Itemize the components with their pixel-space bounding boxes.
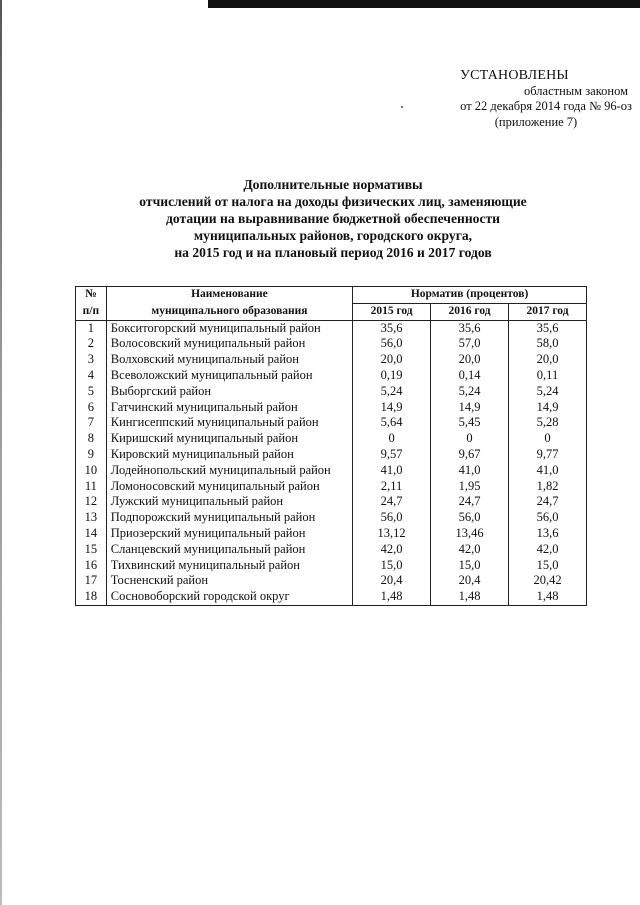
document-title	[60, 176, 606, 261]
row-value-2017: 41,0	[509, 463, 587, 479]
row-number: 10	[76, 463, 107, 479]
row-value-2017: 5,24	[509, 384, 587, 400]
header-year-2015: 2015 год	[353, 303, 431, 320]
row-municipality-name: Волховский муниципальный район	[106, 352, 352, 368]
table-row	[76, 415, 587, 431]
row-value-2017: 0,11	[509, 368, 587, 384]
row-value-2017: 20,0	[509, 352, 587, 368]
row-number: 18	[76, 589, 107, 605]
row-value-2017: 15,0	[509, 558, 587, 574]
row-value-2016: 14,9	[431, 400, 509, 416]
row-municipality-name: Подпорожский муниципальный район	[106, 510, 352, 526]
row-number: 5	[76, 384, 107, 400]
row-number: 6	[76, 400, 107, 416]
row-municipality-name: Выборгский район	[106, 384, 352, 400]
row-value-2016: 20,4	[431, 573, 509, 589]
row-municipality-name: Киришский муниципальный район	[106, 431, 352, 447]
row-value-2016: 56,0	[431, 510, 509, 526]
title-line: отчислений от налога на доходы физических лиц, заменяющие	[139, 194, 527, 209]
approval-law: областным законом	[523, 83, 628, 98]
row-municipality-name: Сланцевский муниципальный район	[106, 542, 352, 558]
row-number: 7	[76, 415, 107, 431]
header-name-line1: Наименование	[106, 287, 352, 304]
row-municipality-name: Тосненский район	[106, 573, 352, 589]
table-row	[76, 400, 587, 416]
header-num-line1: №	[76, 287, 107, 304]
header-name-line2: муниципального образования	[106, 303, 352, 320]
approval-stamp	[400, 68, 632, 130]
row-value-2016: 9,67	[431, 447, 509, 463]
row-municipality-name: Лужский муниципальный район	[106, 494, 352, 510]
table-header-row	[76, 303, 587, 320]
row-value-2017: 1,48	[509, 589, 587, 605]
row-value-2017: 56,0	[509, 510, 587, 526]
table-row	[76, 463, 587, 479]
row-value-2015: 0,19	[353, 368, 431, 384]
row-municipality-name: Всеволожский муниципальный район	[106, 368, 352, 384]
row-municipality-name: Бокситогорский муниципальный район	[106, 320, 352, 336]
row-municipality-name: Приозерский муниципальный район	[106, 526, 352, 542]
header-num-line2: п/п	[76, 303, 107, 320]
table-row	[76, 479, 587, 495]
row-number: 4	[76, 368, 107, 384]
row-number: 8	[76, 431, 107, 447]
row-municipality-name: Кировский муниципальный район	[106, 447, 352, 463]
table-row	[76, 589, 587, 605]
row-number: 3	[76, 352, 107, 368]
table-row	[76, 320, 587, 336]
row-value-2015: 13,12	[353, 526, 431, 542]
norms-table	[75, 286, 587, 606]
header-year-2016: 2016 год	[431, 303, 509, 320]
row-value-2015: 14,9	[353, 400, 431, 416]
row-municipality-name: Волосовский муниципальный район	[106, 336, 352, 352]
table-row	[76, 573, 587, 589]
row-value-2017: 14,9	[509, 400, 587, 416]
row-value-2015: 9,57	[353, 447, 431, 463]
scan-left-edge	[0, 0, 2, 905]
row-value-2015: 41,0	[353, 463, 431, 479]
table-row	[76, 510, 587, 526]
row-value-2017: 58,0	[509, 336, 587, 352]
row-value-2015: 0	[353, 431, 431, 447]
table-row	[76, 336, 587, 352]
row-number: 16	[76, 558, 107, 574]
row-number: 11	[76, 479, 107, 495]
row-value-2015: 1,48	[353, 589, 431, 605]
row-municipality-name: Ломоносовский муниципальный район	[106, 479, 352, 495]
approval-title: УСТАНОВЛЕНЫ	[460, 68, 569, 83]
row-number: 15	[76, 542, 107, 558]
row-number: 9	[76, 447, 107, 463]
table-row	[76, 368, 587, 384]
row-value-2016: 0,14	[431, 368, 509, 384]
row-value-2016: 1,48	[431, 589, 509, 605]
row-value-2017: 0	[509, 431, 587, 447]
row-value-2017: 24,7	[509, 494, 587, 510]
row-number: 17	[76, 573, 107, 589]
row-value-2017: 20,42	[509, 573, 587, 589]
row-value-2016: 57,0	[431, 336, 509, 352]
row-value-2016: 0	[431, 431, 509, 447]
row-value-2016: 35,6	[431, 320, 509, 336]
row-value-2016: 1,95	[431, 479, 509, 495]
row-value-2017: 42,0	[509, 542, 587, 558]
row-municipality-name: Тихвинский муниципальный район	[106, 558, 352, 574]
row-number: 14	[76, 526, 107, 542]
header-norm-group: Норматив (процентов)	[353, 287, 587, 304]
row-value-2017: 1,82	[509, 479, 587, 495]
row-number: 2	[76, 336, 107, 352]
row-value-2017: 9,77	[509, 447, 587, 463]
approval-appendix: (приложение 7)	[494, 114, 578, 129]
row-value-2015: 2,11	[353, 479, 431, 495]
row-number: 12	[76, 494, 107, 510]
approval-date: от 22 декабря 2014 года № 96-оз	[460, 99, 632, 113]
header-year-2017: 2017 год	[509, 303, 587, 320]
table-row	[76, 431, 587, 447]
title-line: на 2015 год и на плановый период 2016 и 2017 годов	[174, 245, 492, 260]
row-municipality-name: Лодейнопольский муниципальный район	[106, 463, 352, 479]
title-line: Дополнительные нормативы	[243, 177, 423, 192]
row-value-2016: 42,0	[431, 542, 509, 558]
row-value-2015: 20,4	[353, 573, 431, 589]
row-municipality-name: Сосновоборский городской округ	[106, 589, 352, 605]
row-value-2016: 15,0	[431, 558, 509, 574]
row-value-2016: 5,24	[431, 384, 509, 400]
row-value-2015: 5,24	[353, 384, 431, 400]
table-row	[76, 447, 587, 463]
table-row	[76, 494, 587, 510]
table-row	[76, 542, 587, 558]
table-row	[76, 352, 587, 368]
row-value-2015: 56,0	[353, 336, 431, 352]
row-value-2015: 42,0	[353, 542, 431, 558]
row-value-2016: 13,46	[431, 526, 509, 542]
row-value-2016: 5,45	[431, 415, 509, 431]
row-value-2016: 20,0	[431, 352, 509, 368]
row-value-2017: 13,6	[509, 526, 587, 542]
table-row	[76, 558, 587, 574]
table-row	[76, 384, 587, 400]
scan-top-bar	[208, 0, 640, 8]
row-municipality-name: Кингисеппский муниципальный район	[106, 415, 352, 431]
row-value-2015: 20,0	[353, 352, 431, 368]
row-value-2016: 41,0	[431, 463, 509, 479]
row-value-2017: 5,28	[509, 415, 587, 431]
row-number: 1	[76, 320, 107, 336]
row-value-2015: 15,0	[353, 558, 431, 574]
row-value-2017: 35,6	[509, 320, 587, 336]
row-value-2016: 24,7	[431, 494, 509, 510]
row-municipality-name: Гатчинский муниципальный район	[106, 400, 352, 416]
row-value-2015: 24,7	[353, 494, 431, 510]
row-value-2015: 35,6	[353, 320, 431, 336]
title-line: дотации на выравнивание бюджетной обеспеченности	[165, 211, 501, 226]
title-line: муниципальных районов, городского округа,	[193, 228, 473, 243]
row-value-2015: 5,64	[353, 415, 431, 431]
row-value-2015: 56,0	[353, 510, 431, 526]
table-row	[76, 526, 587, 542]
table-header-row	[76, 287, 587, 304]
row-number: 13	[76, 510, 107, 526]
